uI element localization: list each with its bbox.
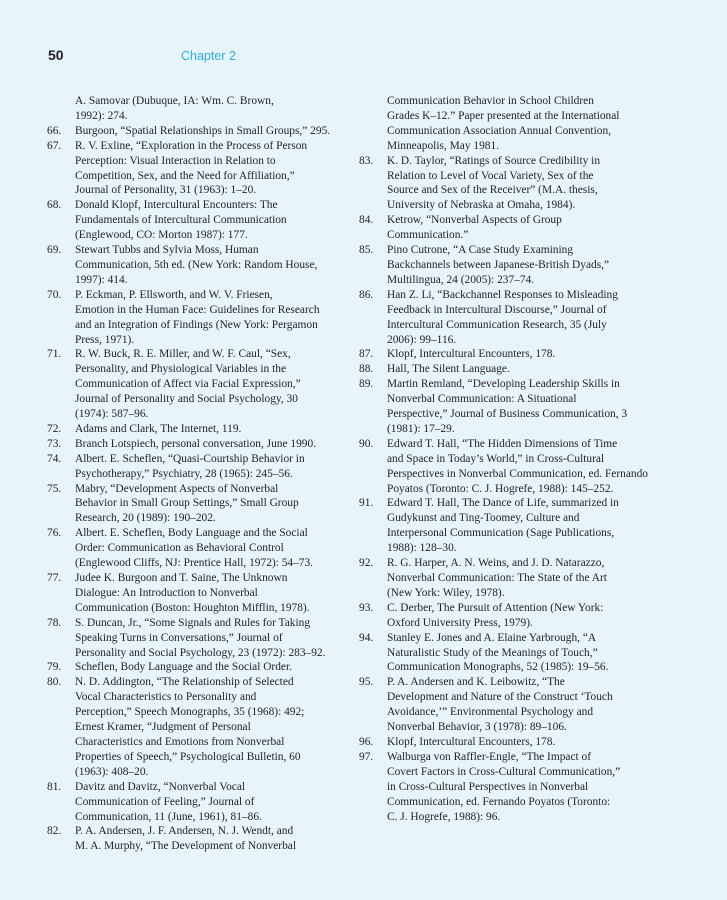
chapter-label: Chapter 2 bbox=[181, 49, 236, 63]
endnote bbox=[47, 780, 347, 825]
endnote-text: Donald Klopf, Intercultural Encounters: The Fundamentals of Intercultural Communication (Englewood, CO: Morton 1987): 177. bbox=[75, 199, 287, 242]
endnote bbox=[47, 347, 347, 422]
endnote-text: Scheflen, Body Language and the Social Order. bbox=[75, 661, 292, 674]
endnote-number: 85. bbox=[359, 244, 374, 257]
endnote bbox=[359, 601, 659, 631]
endnote-text: Burgoon, “Spatial Relationships in Small Groups,” 295. bbox=[75, 124, 331, 137]
endnote bbox=[359, 556, 659, 601]
endnote-text: N. D. Addington, “The Relationship of Selected Vocal Characteristics to Personality and Perception,” Speech Monographs, 35 (1968): 492; Ernest Kramer, “Judgment of Personal Characteristics and Emotions from Nonverbal Properties of Speech,” Psychological Bulletin, 60 (1963): 408–20. bbox=[75, 676, 305, 778]
endnote-text: R. W. Buck, R. E. Miller, and W. F. Caul, “Sex, Personality, and Physiological Variables in the Communication of Affect via Facial Expression,” Journal of Personality and Social Psychology, 30 (1974): 587–96. bbox=[75, 348, 301, 421]
endnote-number: 66. bbox=[47, 124, 62, 137]
endnote-text: Stewart Tubbs and Sylvia Moss, Human Communication, 5th ed. (New York: Random House, 1997): 414. bbox=[75, 244, 318, 286]
endnote bbox=[359, 213, 659, 243]
endnote bbox=[47, 437, 347, 452]
endnote bbox=[359, 347, 659, 362]
endnote-text: Klopf, Intercultural Encounters, 178. bbox=[387, 735, 556, 748]
endnote bbox=[47, 124, 347, 139]
endnote-number: 70. bbox=[47, 288, 62, 301]
endnote bbox=[359, 362, 659, 377]
endnote-number: 69. bbox=[47, 244, 62, 257]
endnote bbox=[359, 750, 659, 825]
endnote-number: 84. bbox=[359, 214, 374, 227]
endnote bbox=[359, 735, 659, 750]
endnote-number: 94. bbox=[359, 631, 374, 644]
endnote-number: 81. bbox=[47, 780, 62, 793]
endnote-text: Han Z. Li, “Backchannel Responses to Misleading Feedback in Intercultural Discourse,” Journal of Intercultural Communication Research, 35 (July 2006): 99–116. bbox=[387, 288, 618, 346]
endnote bbox=[359, 675, 659, 735]
endnote-text: A. Samovar (Dubuque, IA: Wm. C. Brown, 1992): 274. bbox=[75, 95, 274, 122]
endnote-text: Albert. E. Scheflen, “Quasi-Courtship Behavior in Psychotherapy,” Psychiatry, 28 (1965): 245–56. bbox=[75, 452, 305, 480]
endnote-number: 68. bbox=[47, 199, 62, 212]
notes-right-column bbox=[359, 94, 659, 824]
endnote-text: C. Derber, The Pursuit of Attention (New York: Oxford University Press, 1979). bbox=[387, 601, 604, 629]
page-header bbox=[48, 47, 236, 63]
endnote-text: Klopf, Intercultural Encounters, 178. bbox=[387, 348, 556, 361]
endnote bbox=[47, 422, 347, 437]
endnote bbox=[359, 437, 659, 497]
endnote bbox=[47, 139, 347, 199]
endnote bbox=[47, 526, 347, 571]
endnote bbox=[359, 377, 659, 437]
endnote-number: 75. bbox=[47, 482, 62, 495]
endnote-text: Walburga von Raffler-Engle, “The Impact of Covert Factors in Cross-Cultural Communication,” in Cross-Cultural Perspectives in Nonverbal Communication, ed. Fernando Poyatos (Toronto: C. J. Hogrefe, 1988): 96. bbox=[387, 750, 621, 823]
endnote-number: 74. bbox=[47, 452, 62, 465]
endnote-number: 79. bbox=[47, 661, 62, 674]
endnote bbox=[47, 675, 347, 779]
endnote-text: Judee K. Burgoon and T. Saine, The Unknown Dialogue: An Introduction to Nonverbal Communication (Boston: Houghton Mifflin, 1978). bbox=[75, 572, 310, 614]
endnote-text: Hall, The Silent Language. bbox=[387, 363, 510, 376]
endnote-number: 91. bbox=[359, 497, 374, 510]
endnote-number: 95. bbox=[359, 676, 374, 689]
endnote bbox=[359, 631, 659, 676]
endnote-number: 67. bbox=[47, 139, 62, 152]
endnote-text: Branch Lotspiech, personal conversation, June 1990. bbox=[75, 437, 317, 450]
endnote-text: R. G. Harper, A. N. Weins, and J. D. Natarazzo, Nonverbal Communication: The State of the Art (New York: Wiley, 1978). bbox=[387, 557, 607, 599]
endnote bbox=[359, 496, 659, 556]
endnote-number: 87. bbox=[359, 348, 374, 361]
endnote bbox=[47, 660, 347, 675]
endnote-number: 92. bbox=[359, 557, 374, 570]
endnote-text: Communication Behavior in School Children Grades K–12.” Paper presented at the International Communication Association Annual Convention, Minneapolis, May 1981. bbox=[387, 95, 620, 152]
notes-left-column bbox=[47, 94, 347, 854]
endnote-number: 93. bbox=[359, 601, 374, 614]
endnote-number: 96. bbox=[359, 735, 374, 748]
endnote bbox=[359, 243, 659, 288]
endnote-number: 89. bbox=[359, 378, 374, 391]
endnote-text: Adams and Clark, The Internet, 119. bbox=[75, 422, 242, 435]
endnote-text: P. A. Andersen and K. Leibowitz, “The Development and Nature of the Construct ‘Touch Avoidance,’” Environmental Psychology and Nonverbal Behavior, 3 (1978): 89–106. bbox=[387, 676, 613, 734]
endnote-text: Albert. E. Scheflen, Body Language and the Social Order: Communication as Behavioral Control (Englewood Cliffs, NJ: Prentice Hall, 1972): 54–73. bbox=[75, 527, 314, 570]
endnote-text: Davitz and Davitz, “Nonverbal Vocal Communication of Feeling,” Journal of Communication, 11 (June, 1961), 81–86. bbox=[75, 780, 262, 823]
endnote bbox=[47, 198, 347, 243]
endnote-text: Martin Remland, “Developing Leadership Skills in Nonverbal Communication: A Situational Perspective,” Journal of Business Communication, 3 (1981): 17–29. bbox=[387, 378, 628, 435]
endnote-number: 90. bbox=[359, 437, 374, 450]
endnote-text: P. A. Andersen, J. F. Andersen, N. J. Wendt, and M. A. Murphy, “The Development of Nonverbal bbox=[75, 825, 297, 853]
endnote bbox=[359, 288, 659, 348]
endnote-number: 86. bbox=[359, 288, 374, 301]
endnote bbox=[47, 571, 347, 616]
endnote-text: R. V. Exline, “Exploration in the Process of Person Perception: Visual Interaction in Relation to Competition, Sex, and the Need for Affiliation,” Journal of Personality, 31 (1963): 1–20. bbox=[75, 139, 308, 197]
endnote bbox=[47, 482, 347, 527]
endnote-text: Mabry, “Development Aspects of Nonverbal Behavior in Small Group Settings,” Small Group Research, 20 (1989): 190–202. bbox=[75, 482, 299, 525]
endnote bbox=[359, 94, 659, 154]
endnote-number: 83. bbox=[359, 154, 374, 167]
endnote-number: 77. bbox=[47, 572, 62, 584]
endnote-text: Pino Cutrone, “A Case Study Examining Backchannels between Japanese-British Dyads,” Multilingua, 24 (2005): 237–74. bbox=[387, 244, 610, 286]
endnote-number: 71. bbox=[47, 348, 62, 361]
endnote-number: 78. bbox=[47, 616, 62, 629]
endnote-text: S. Duncan, Jr., “Some Signals and Rules for Taking Speaking Turns in Conversations,” Journal of Personality and Social Psychology, 23 (1972): 283–92. bbox=[75, 616, 326, 659]
page-number: 50 bbox=[48, 47, 64, 63]
endnote-number: 97. bbox=[359, 750, 374, 763]
endnote-text: Ketrow, “Nonverbal Aspects of Group Communication.” bbox=[387, 214, 562, 242]
endnote-text: P. Eckman, P. Ellsworth, and W. V. Friesen, Emotion in the Human Face: Guidelines for Research and an Integration of Findings (New York: Pergamon Press, 1971). bbox=[75, 288, 320, 346]
endnote-text: Stanley E. Jones and A. Elaine Yarbrough, “A Naturalistic Study of the Meanings of Touch,” Communication Monographs, 52 (1985): 19–56. bbox=[387, 631, 609, 674]
endnote-number: 72. bbox=[47, 422, 62, 435]
endnote-text: K. D. Taylor, “Ratings of Source Credibility in Relation to Level of Vocal Variety, Sex of the Source and Sex of the Receiver” (M.A. thesis, University of Nebraska at Omaha, 1984). bbox=[387, 154, 601, 212]
endnote-number: 88. bbox=[359, 363, 374, 376]
endnote bbox=[47, 243, 347, 288]
endnote-number: 73. bbox=[47, 437, 62, 450]
endnote-number: 82. bbox=[47, 825, 62, 838]
endnote bbox=[47, 616, 347, 661]
endnote bbox=[359, 154, 659, 214]
endnote-text: Edward T. Hall, The Dance of Life, summarized in Gudykunst and Ting-Toomey, Culture and Interpersonal Communication (Sage Publications, 1988): 128–30. bbox=[387, 497, 619, 555]
endnote-number: 76. bbox=[47, 527, 62, 540]
endnote-number: 80. bbox=[47, 676, 62, 689]
endnote bbox=[47, 452, 347, 482]
endnote bbox=[47, 288, 347, 348]
endnote bbox=[47, 94, 347, 124]
endnote bbox=[47, 824, 347, 854]
endnote-text: Edward T. Hall, “The Hidden Dimensions of Time and Space in Today’s World,” in Cross-Cultural Perspectives in Nonverbal Communication, ed. Fernando Poyatos (Toronto: C. J. Hogrefe, 1988): 145–252. bbox=[387, 437, 648, 495]
